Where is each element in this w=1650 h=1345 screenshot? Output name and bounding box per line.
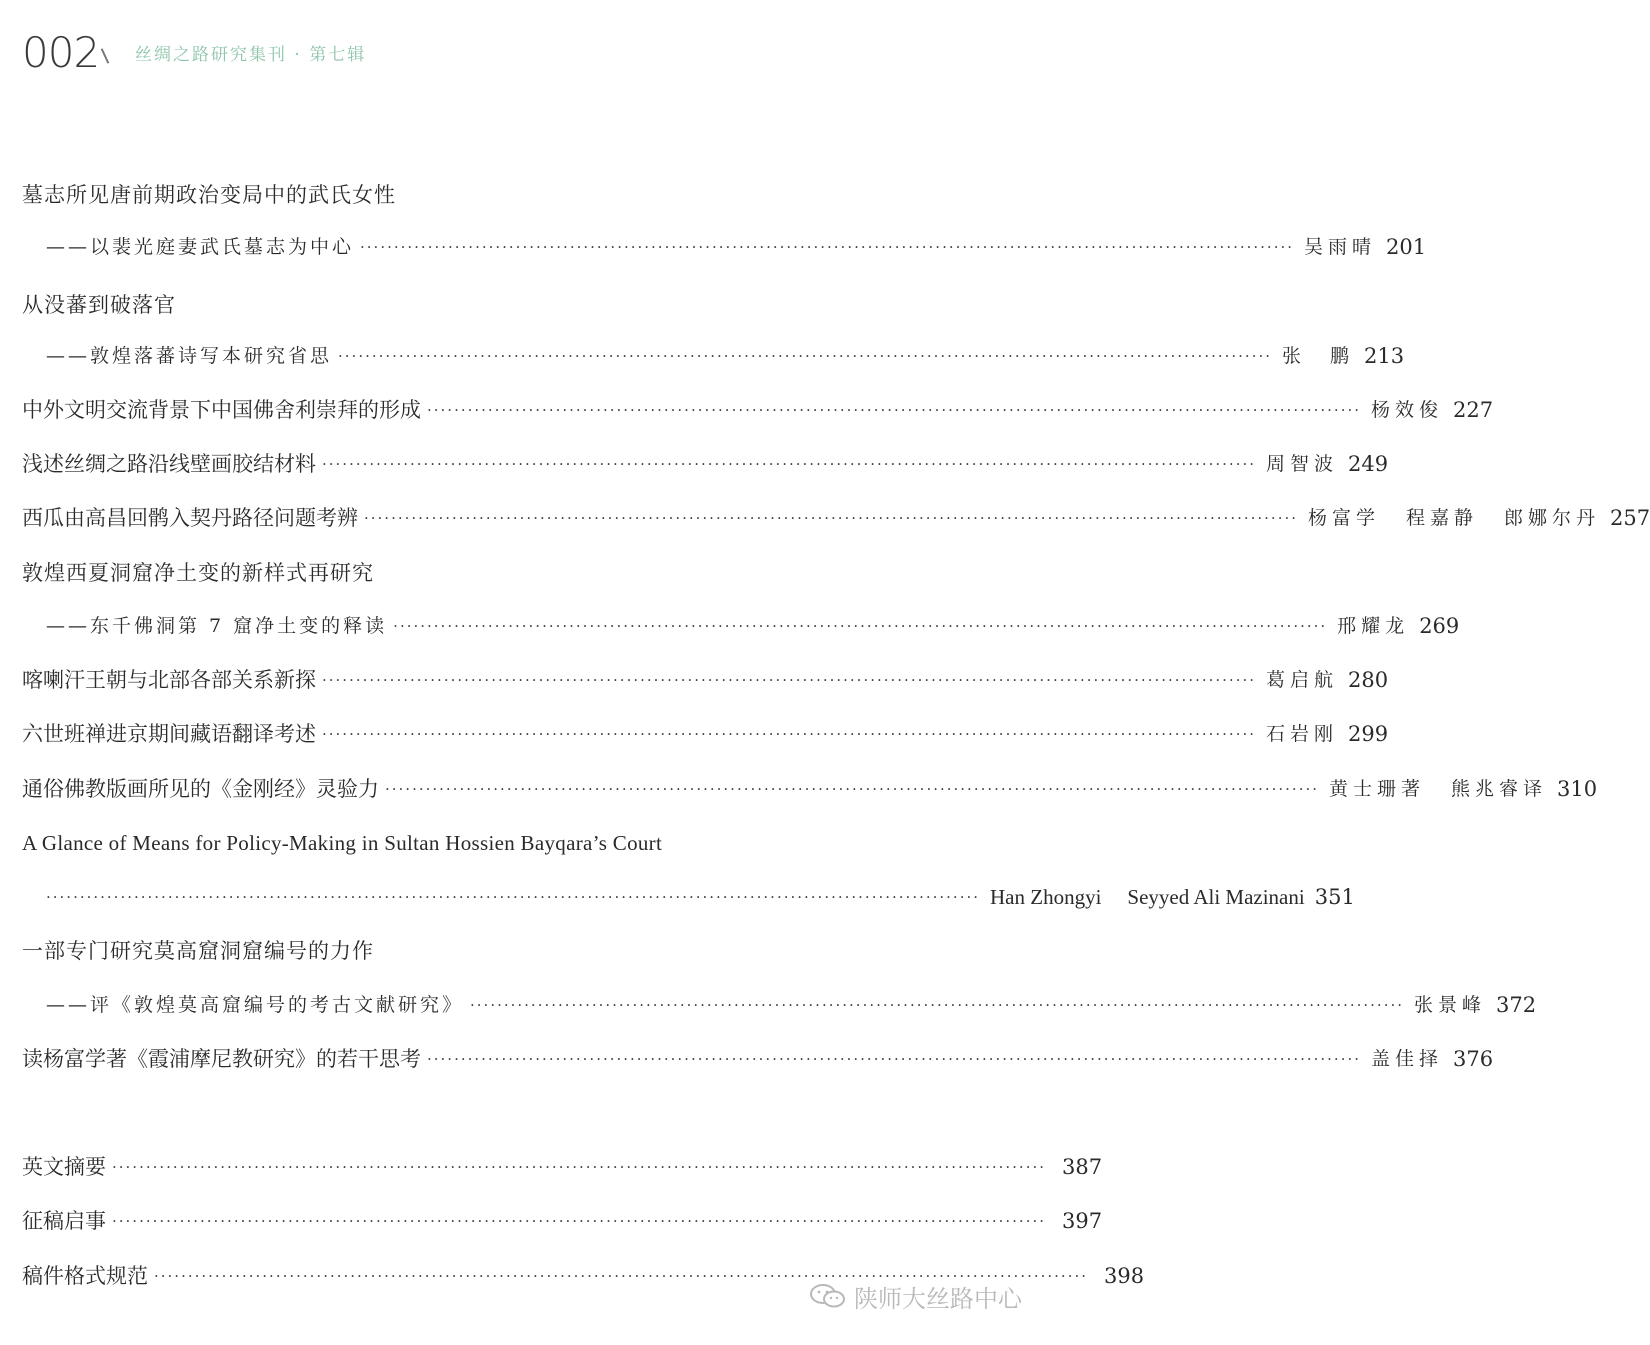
entry-author: 石岩刚 bbox=[1266, 723, 1339, 745]
entry-subtitle: ——敦煌落蕃诗写本研究省思 bbox=[46, 345, 333, 367]
entry-title: 通俗佛教版画所见的《金刚经》灵验力 bbox=[22, 777, 379, 801]
toc-entry bbox=[22, 444, 1389, 484]
toc-entry bbox=[22, 336, 1405, 376]
toc-entry bbox=[22, 390, 1494, 430]
entry-title: 英文摘要 bbox=[22, 1155, 106, 1179]
page-number: 002 bbox=[22, 28, 100, 77]
entry-page: 299 bbox=[1348, 722, 1389, 746]
dot-leader: ·········································································································································· bbox=[338, 347, 1273, 365]
entry-page: 213 bbox=[1364, 344, 1405, 368]
entry-author: 程嘉静 bbox=[1406, 507, 1479, 529]
entry-title: 西瓜由高昌回鹘入契丹路径问题考辨 bbox=[22, 506, 358, 530]
page-header bbox=[22, 28, 622, 78]
appendix-entry bbox=[22, 1201, 1103, 1241]
entry-page: 310 bbox=[1557, 777, 1598, 801]
dot-leader: ·········································································································································· bbox=[393, 617, 1328, 635]
toc-entry bbox=[22, 1039, 1494, 1079]
dot-leader: ·········································································································································· bbox=[112, 1158, 1046, 1176]
watermark bbox=[808, 1276, 1022, 1316]
entry-translator: 熊兆睿译 bbox=[1451, 778, 1548, 800]
toc-entry bbox=[22, 498, 1650, 538]
entry-title: 中外文明交流背景下中国佛舍利崇拜的形成 bbox=[22, 398, 421, 422]
toc-entry-title bbox=[22, 823, 1052, 863]
toc-entry bbox=[22, 769, 1598, 809]
entry-page: 257 bbox=[1610, 506, 1650, 530]
entry-page: 372 bbox=[1496, 993, 1537, 1017]
entry-page: 227 bbox=[1453, 398, 1494, 422]
entry-title: 敦煌西夏洞窟净土变的新样式再研究 bbox=[22, 561, 374, 585]
toc-entry-title bbox=[22, 285, 1052, 325]
journal-title: 丝绸之路研究集刊 · 第七辑 bbox=[135, 45, 367, 65]
entry-author: 盖佳择 bbox=[1371, 1048, 1444, 1070]
toc-entry bbox=[22, 660, 1389, 700]
entry-page: 280 bbox=[1348, 668, 1389, 692]
entry-author: 郎娜尔丹 bbox=[1504, 507, 1601, 529]
entry-page: 201 bbox=[1386, 235, 1427, 259]
toc-entry bbox=[22, 985, 1537, 1025]
toc-entry bbox=[22, 877, 1355, 917]
entry-author: 周智波 bbox=[1266, 453, 1339, 475]
dot-leader: ·········································································································································· bbox=[322, 725, 1256, 743]
entry-title: 一部专门研究莫高窟洞窟编号的力作 bbox=[22, 939, 374, 963]
toc-entry bbox=[22, 714, 1389, 754]
toc-entry-title bbox=[22, 931, 1052, 971]
dot-leader: ·········································································································································· bbox=[322, 455, 1256, 473]
entry-page: 387 bbox=[1062, 1155, 1103, 1179]
entry-author: 张 鹏 bbox=[1282, 345, 1355, 367]
entry-subtitle: ——以裴光庭妻武氏墓志为中心 bbox=[46, 236, 355, 258]
dot-leader: ·········································································································································· bbox=[360, 238, 1295, 256]
dot-leader: ·········································································································································· bbox=[322, 671, 1256, 689]
entry-author: 张景峰 bbox=[1414, 994, 1487, 1016]
entry-author: Han Zhongyi bbox=[990, 885, 1102, 909]
entry-author: 吴雨晴 bbox=[1304, 236, 1377, 258]
entry-subtitle: ——评《敦煌莫高窟编号的考古文献研究》 bbox=[46, 994, 465, 1016]
wechat-icon bbox=[808, 1283, 848, 1309]
entry-subtitle: ——东千佛洞第 7 窟净土变的释读 bbox=[46, 615, 388, 637]
entry-title: A Glance of Means for Policy-Making in Sultan Hossien Bayqara’s Court bbox=[22, 831, 663, 855]
entry-title: 喀喇汗王朝与北部各部关系新探 bbox=[22, 668, 316, 692]
appendix-entry bbox=[22, 1147, 1103, 1187]
entry-page: 351 bbox=[1314, 885, 1355, 909]
dot-leader: ·········································································································································· bbox=[385, 780, 1319, 798]
dot-leader: ·········································································································································· bbox=[112, 1212, 1046, 1230]
dot-leader: ·········································································································································· bbox=[427, 401, 1361, 419]
entry-title: 墓志所见唐前期政治变局中的武氏女性 bbox=[22, 183, 396, 207]
entry-title: 六世班禅进京期间藏语翻译考述 bbox=[22, 722, 316, 746]
dot-leader: ·········································································································································· bbox=[154, 1267, 1088, 1285]
entry-title: 稿件格式规范 bbox=[22, 1264, 148, 1288]
dot-leader: ·········································································································································· bbox=[364, 509, 1298, 527]
entry-author: 邢耀龙 bbox=[1337, 615, 1410, 637]
entry-title: 征稿启事 bbox=[22, 1209, 106, 1233]
entry-page: 398 bbox=[1104, 1264, 1145, 1288]
entry-author: 杨富学 bbox=[1308, 507, 1381, 529]
dot-leader: ·········································································································································· bbox=[46, 888, 980, 906]
entry-author: 杨效俊 bbox=[1371, 399, 1444, 421]
entry-author: 黄士珊著 bbox=[1329, 778, 1426, 800]
entry-title: 浅述丝绸之路沿线壁画胶结材料 bbox=[22, 452, 316, 476]
toc-entry-title bbox=[22, 175, 1052, 215]
toc-entry bbox=[22, 606, 1460, 646]
watermark-text: 陕师大丝路中心 bbox=[854, 1284, 1022, 1313]
entry-title: 读杨富学著《霞浦摩尼教研究》的若干思考 bbox=[22, 1047, 421, 1071]
entry-title: 从没蕃到破落官 bbox=[22, 293, 176, 317]
entry-author: Seyyed Ali Mazinani bbox=[1127, 885, 1305, 909]
toc-entry bbox=[22, 227, 1427, 267]
entry-page: 249 bbox=[1348, 452, 1389, 476]
entry-page: 397 bbox=[1062, 1209, 1103, 1233]
toc-entry-title bbox=[22, 553, 1052, 593]
entry-page: 376 bbox=[1453, 1047, 1494, 1071]
header-separator bbox=[101, 48, 110, 63]
entry-author: 葛启航 bbox=[1266, 669, 1339, 691]
dot-leader: ·········································································································································· bbox=[427, 1050, 1361, 1068]
dot-leader: ·········································································································································· bbox=[470, 996, 1405, 1014]
entry-page: 269 bbox=[1419, 614, 1460, 638]
